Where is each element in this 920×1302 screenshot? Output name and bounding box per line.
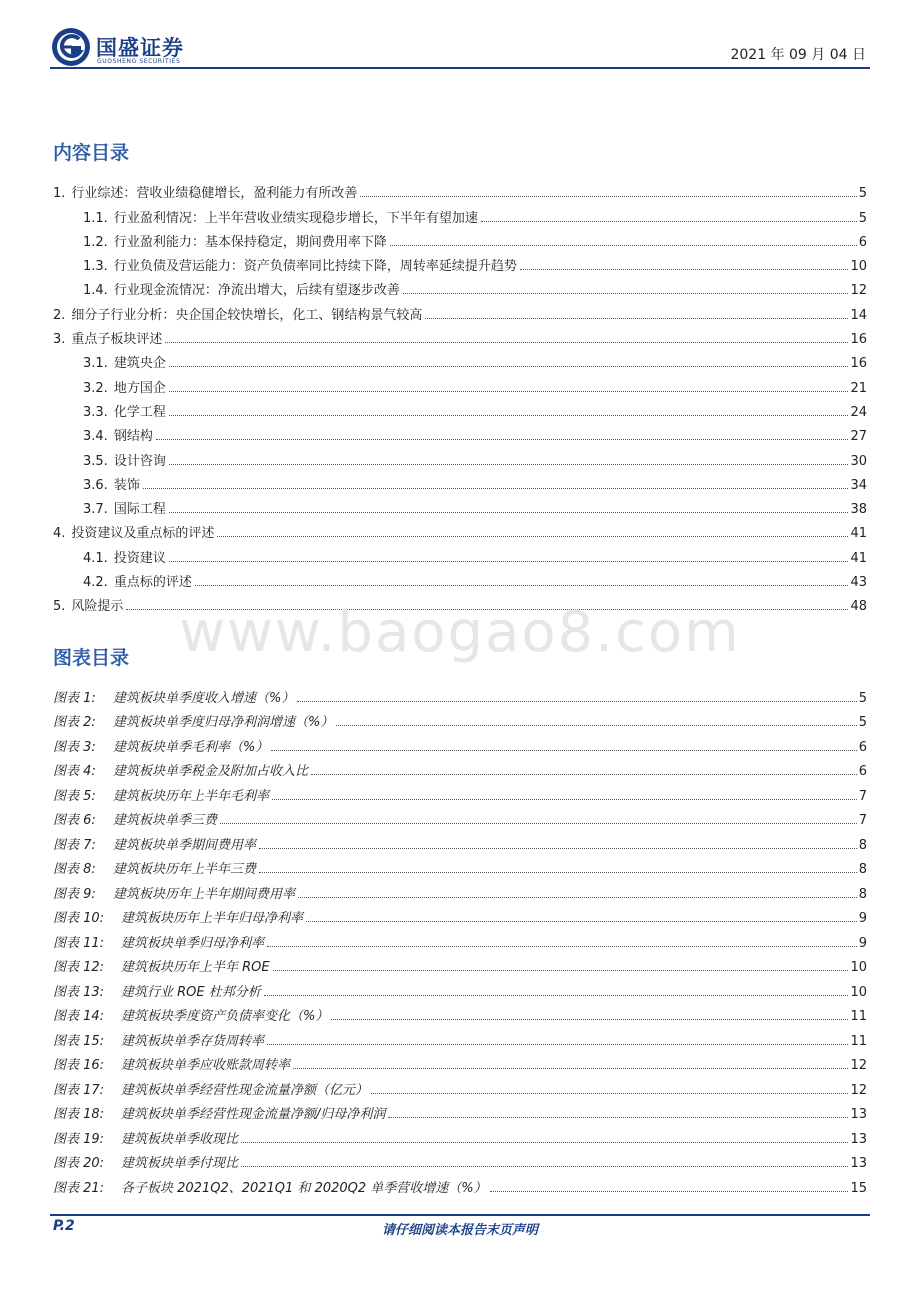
dot-leader: [273, 970, 849, 971]
figure-entry-number: 图表 20:: [53, 1156, 105, 1171]
figure-entry-label: 建筑板块单季期间费用率: [113, 837, 257, 853]
toc-entry-number: 1.2.: [83, 234, 108, 250]
toc-entry-number: 1.: [53, 186, 66, 202]
toc-entry[interactable]: [53, 226, 867, 250]
dot-leader: [143, 488, 849, 489]
toc-entry[interactable]: [53, 444, 867, 468]
figure-entry-page: 7: [858, 813, 867, 828]
figure-entry[interactable]: [53, 975, 867, 1000]
dot-leader: [267, 1044, 848, 1045]
toc-entry[interactable]: [53, 298, 867, 322]
figure-entry-label: 建筑板块历年上半年 ROE: [121, 960, 270, 975]
figure-entry-label: 建筑板块单季三费: [113, 813, 218, 828]
figure-entry-page: 12: [850, 1058, 867, 1073]
toc-entry-label: 国际工程: [113, 502, 166, 518]
toc-entry-page: 48: [850, 599, 867, 615]
toc-entry-label: 重点标的评述: [113, 575, 192, 591]
toc-list: [53, 177, 867, 614]
toc-entry[interactable]: [53, 177, 867, 201]
toc-entry-page: 16: [850, 356, 867, 372]
figure-entry[interactable]: [53, 1073, 867, 1098]
dot-leader: [241, 1166, 848, 1167]
toc-entry-page: 6: [858, 234, 867, 250]
figure-entry[interactable]: [53, 1049, 867, 1074]
toc-title: 内容目录: [53, 142, 130, 164]
figure-entry-page: 15: [850, 1180, 867, 1196]
toc-entry-number: 1.3.: [83, 259, 108, 275]
dot-leader: [360, 196, 856, 197]
figure-entry-page: 8: [858, 886, 867, 902]
toc-entry-label: 投资建议: [113, 550, 166, 566]
figure-entry-page: 13: [850, 1107, 867, 1122]
toc-entry[interactable]: [53, 541, 867, 565]
dot-leader: [169, 512, 849, 513]
toc-entry-page: 38: [850, 502, 867, 518]
toc-entry-number: 3.: [53, 332, 66, 348]
toc-entry-number: 1.1.: [83, 210, 108, 226]
toc-entry-label: 地方国企: [113, 380, 166, 396]
toc-entry-label: 行业盈利情况：上半年营收业绩实现稳步增长，下半年有望加速: [113, 210, 478, 226]
figure-entry-page: 6: [858, 739, 867, 755]
toc-entry[interactable]: [53, 517, 867, 541]
toc-entry[interactable]: [53, 493, 867, 517]
footer-disclaimer: 请仔细阅读本报告末页声明: [381, 1223, 538, 1238]
figure-entry-page: 8: [858, 862, 867, 877]
dot-leader: [156, 439, 849, 440]
figure-entry-label: 建筑板块单季经营性现金流量净额（亿元）: [121, 1082, 369, 1098]
dot-leader: [336, 725, 856, 726]
toc-entry[interactable]: [53, 566, 867, 590]
figure-entry[interactable]: [53, 1122, 867, 1147]
figure-entry-label: 建筑板块单季应收账款周转率: [121, 1058, 291, 1073]
figure-entry-label: 各子板块 2021Q2、2021Q1 和 2020Q2 单季营收增速（%）: [121, 1180, 487, 1196]
header-divider: [50, 67, 870, 69]
toc-entry-label: 化学工程: [113, 404, 166, 420]
toc-entry-label: 重点子板块评述: [71, 332, 163, 348]
figure-entry-number: 图表 10:: [53, 911, 105, 926]
dot-leader: [481, 221, 857, 222]
dot-leader: [259, 848, 857, 849]
figure-entry-page: 5: [858, 690, 867, 706]
figure-entry[interactable]: [53, 828, 867, 853]
dot-leader: [293, 1068, 848, 1069]
figure-entry-label: 建筑行业 ROE 杜邦分析: [121, 984, 261, 1000]
toc-entry-label: 行业现金流情况：净流出增大，后续有望逐步改善: [113, 283, 400, 299]
figure-entry-number: 图表 14:: [53, 1009, 105, 1024]
toc-entry-page: 21: [850, 380, 867, 396]
toc-entry-number: 4.: [53, 526, 66, 542]
toc-entry[interactable]: [53, 469, 867, 493]
toc-entry-number: 3.3.: [83, 404, 108, 420]
figure-entry-page: 6: [858, 764, 867, 779]
dot-leader: [272, 799, 857, 800]
dot-leader: [306, 921, 857, 922]
toc-entry[interactable]: [53, 371, 867, 395]
figure-entry-label: 建筑板块单季度归母净利润增速（%）: [113, 715, 334, 730]
figure-entry-number: 图表 13:: [53, 984, 105, 1000]
figure-entry-label: 建筑板块单季存货周转率: [121, 1033, 265, 1049]
toc-entry-number: 3.7.: [83, 502, 108, 518]
toc-entry[interactable]: [53, 274, 867, 298]
toc-entry-page: 24: [850, 404, 867, 420]
toc-entry-number: 1.4.: [83, 283, 108, 299]
toc-entry-number: 3.1.: [83, 356, 108, 372]
figure-entry-page: 12: [850, 1082, 867, 1098]
dot-leader: [331, 1019, 848, 1020]
figure-entry-number: 图表 15:: [53, 1033, 105, 1049]
figure-entry-number: 图表 21:: [53, 1180, 105, 1196]
figure-entry[interactable]: [53, 926, 867, 951]
figure-entry-number: 图表 7:: [53, 837, 96, 853]
dot-leader: [371, 1093, 848, 1094]
toc-entry-page: 27: [850, 429, 867, 445]
figure-entry-label: 建筑板块单季毛利率（%）: [113, 739, 269, 755]
dot-leader: [388, 1117, 848, 1118]
toc-entry-label: 行业盈利能力：基本保持稳定，期间费用率下降: [113, 234, 387, 250]
dot-leader: [259, 872, 857, 873]
dot-leader: [169, 464, 849, 465]
figure-entry-label: 建筑板块单季经营性现金流量净额/归母净利润: [121, 1107, 386, 1122]
toc-entry-page: 5: [858, 186, 867, 202]
toc-entry-label: 行业综述：营收业绩稳健增长，盈利能力有所改善: [71, 186, 358, 202]
dot-leader: [425, 318, 848, 319]
toc-entry[interactable]: [53, 201, 867, 225]
toc-entry-page: 30: [850, 453, 867, 469]
dot-leader: [264, 995, 849, 996]
figure-entry-number: 图表 11:: [53, 935, 105, 951]
page-number: P.2: [53, 1218, 75, 1234]
dot-leader: [165, 342, 848, 343]
figure-entry-page: 5: [858, 715, 867, 730]
toc-entry-page: 14: [850, 307, 867, 323]
toc-entry-label: 建筑央企: [113, 356, 166, 372]
toc-entry-label: 细分子行业分析：央企国企较快增长，化工、钢结构景气较高: [71, 307, 423, 323]
toc-entry-page: 41: [850, 526, 867, 542]
toc-entry-number: 3.6.: [83, 477, 108, 493]
dot-leader: [169, 391, 849, 392]
dot-leader: [169, 561, 849, 562]
toc-entry-label: 装饰: [113, 477, 140, 493]
toc-entry-label: 行业负债及营运能力：资产负债率同比持续下降，周转率延续提升趋势: [113, 259, 517, 275]
footer-divider: [50, 1214, 870, 1216]
figure-entry-number: 图表 17:: [53, 1082, 105, 1098]
toc-entry-number: 3.2.: [83, 380, 108, 396]
toc-entry-page: 10: [850, 259, 867, 275]
figure-entry-page: 13: [850, 1131, 867, 1147]
brand-logo: [50, 26, 250, 68]
figure-entry-number: 图表 12:: [53, 960, 105, 975]
figure-entry[interactable]: [53, 902, 867, 927]
toc-entry-label: 设计咨询: [113, 453, 166, 469]
dot-leader: [297, 701, 856, 702]
toc-entry-page: 12: [850, 283, 867, 299]
figure-entry-label: 建筑板块历年上半年毛利率: [113, 788, 270, 804]
toc-entry-number: 3.5.: [83, 453, 108, 469]
figure-entry-label: 建筑板块单季税金及附加占收入比: [113, 764, 309, 779]
dot-leader: [169, 366, 849, 367]
figure-entry-number: 图表 5:: [53, 788, 96, 804]
figure-entry[interactable]: [53, 681, 867, 706]
figure-entry-page: 10: [850, 960, 867, 975]
figure-entry[interactable]: [53, 1024, 867, 1049]
figure-entry-number: 图表 2:: [53, 715, 96, 730]
toc-entry-number: 2.: [53, 307, 66, 323]
figure-list-title: 图表目录: [53, 647, 130, 669]
guosheng-logo-icon: [50, 26, 92, 68]
toc-entry-page: 5: [858, 210, 867, 226]
toc-entry-page: 16: [850, 332, 867, 348]
toc-entry-number: 4.2.: [83, 575, 108, 591]
page-header: [50, 22, 870, 70]
figure-entry-page: 9: [858, 935, 867, 951]
report-date: 2021 年 09 月 04 日: [730, 47, 866, 63]
figure-entry[interactable]: [53, 951, 867, 976]
brand-name-en: GUOSHENG SECURITIES: [97, 58, 181, 65]
dot-leader: [298, 897, 857, 898]
figure-entry-label: 建筑板块单季付现比: [121, 1156, 239, 1171]
toc-entry-number: 4.1.: [83, 550, 108, 566]
figure-entry-page: 9: [858, 911, 867, 926]
toc-entry[interactable]: [53, 323, 867, 347]
figure-entry-label: 建筑板块季度资产负债率变化（%）: [121, 1009, 329, 1024]
figure-list: [53, 681, 867, 1196]
toc-entry-page: 41: [850, 550, 867, 566]
figure-entry-page: 13: [850, 1156, 867, 1171]
dot-leader: [403, 293, 849, 294]
dot-leader: [490, 1191, 849, 1192]
figure-entry[interactable]: [53, 1000, 867, 1025]
figure-entry[interactable]: [53, 755, 867, 780]
figure-entry[interactable]: [53, 877, 867, 902]
dot-leader: [217, 536, 848, 537]
figure-entry-number: 图表 1:: [53, 690, 96, 706]
dot-leader: [520, 269, 849, 270]
toc-entry-number: 3.4.: [83, 429, 108, 445]
dot-leader: [241, 1142, 848, 1143]
dot-leader: [267, 946, 857, 947]
toc-entry[interactable]: [53, 396, 867, 420]
toc-entry[interactable]: [53, 420, 867, 444]
dot-leader: [220, 823, 857, 824]
dot-leader: [390, 245, 857, 246]
toc-entry-page: 34: [850, 477, 867, 493]
figure-entry-page: 11: [850, 1009, 867, 1024]
figure-entry-number: 图表 9:: [53, 886, 96, 902]
toc-entry-page: 43: [850, 575, 867, 591]
figure-entry-label: 建筑板块历年上半年期间费用率: [113, 886, 296, 902]
toc-entry-label: 风险提示: [71, 599, 124, 615]
figure-entry-label: 建筑板块历年上半年归母净利率: [121, 911, 304, 926]
figure-entry-number: 图表 19:: [53, 1131, 105, 1147]
figure-entry[interactable]: [53, 804, 867, 829]
figure-entry-label: 建筑板块单季收现比: [121, 1131, 239, 1147]
figure-entry-page: 7: [858, 788, 867, 804]
figure-entry[interactable]: [53, 853, 867, 878]
figure-entry-number: 图表 8:: [53, 862, 96, 877]
figure-entry-number: 图表 18:: [53, 1107, 105, 1122]
figure-entry-label: 建筑板块单季归母净利率: [121, 935, 265, 951]
dot-leader: [311, 774, 857, 775]
brand-name-cn: 国盛证券: [96, 36, 184, 60]
dot-leader: [271, 750, 856, 751]
figure-entry-number: 图表 3:: [53, 739, 96, 755]
figure-entry[interactable]: [53, 706, 867, 731]
figure-entry-page: 10: [850, 984, 867, 1000]
figure-entry-number: 图表 4:: [53, 764, 96, 779]
figure-entry-number: 图表 16:: [53, 1058, 105, 1073]
figure-entry[interactable]: [53, 1147, 867, 1172]
toc-entry[interactable]: [53, 250, 867, 274]
figure-entry-page: 11: [850, 1033, 867, 1049]
dot-leader: [169, 415, 849, 416]
figure-entry[interactable]: [53, 779, 867, 804]
figure-entry[interactable]: [53, 1171, 867, 1196]
toc-entry-number: 5.: [53, 599, 66, 615]
figure-entry[interactable]: [53, 730, 867, 755]
figure-entry[interactable]: [53, 1098, 867, 1123]
figure-entry-label: 建筑板块单季度收入增速（%）: [113, 690, 295, 706]
watermark: www.baogao8.com: [179, 600, 741, 665]
toc-entry-label: 钢结构: [113, 429, 153, 445]
toc-entry[interactable]: [53, 347, 867, 371]
toc-entry-label: 投资建议及重点标的评述: [71, 526, 215, 542]
figure-entry-page: 8: [858, 837, 867, 853]
figure-entry-number: 图表 6:: [53, 813, 96, 828]
dot-leader: [195, 585, 849, 586]
figure-entry-label: 建筑板块历年上半年三费: [113, 862, 257, 877]
